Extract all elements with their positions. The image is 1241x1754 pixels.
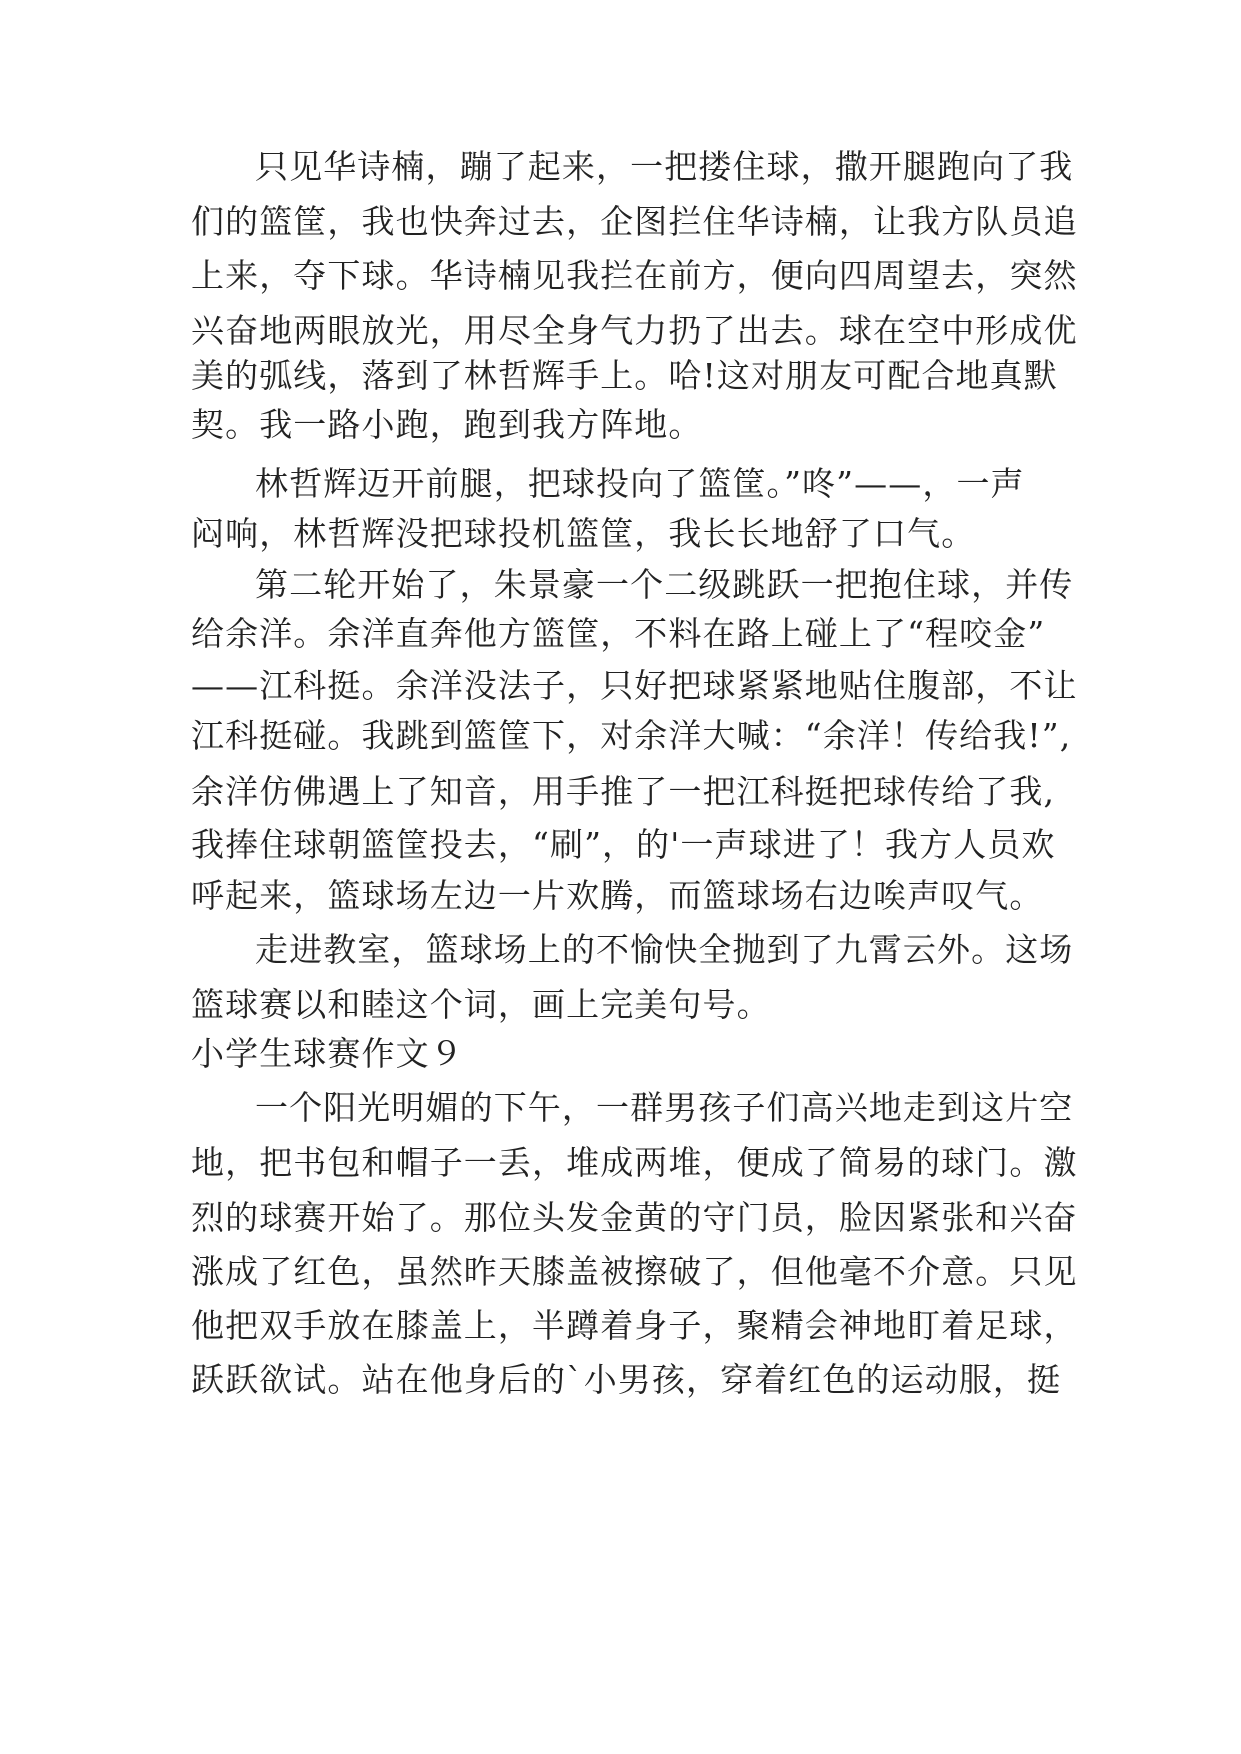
paragraph-line: 跃跃欲试。站在他身后的`小男孩，穿着红色的运动服，挺 [191, 1360, 1062, 1399]
paragraph-line: 美的弧线，落到了林哲辉手上。哈!这对朋友可配合地真默 [191, 356, 1058, 395]
paragraph-line: 江科挺碰。我跳到篮筐下，对余洋大喊：“余洋！传给我!”, [191, 716, 1072, 755]
paragraph-line: 只见华诗楠，蹦了起来，一把搂住球，撒开腿跑向了我 [255, 147, 1074, 186]
paragraph-line: 上来，夺下球。华诗楠见我拦在前方，便向四周望去，突然 [191, 256, 1078, 295]
paragraph-line: 林哲辉迈开前腿，把球投向了篮筐。”咚”——，一声 [255, 464, 1025, 503]
paragraph-line: 们的篮筐，我也快奔过去，企图拦住华诗楠，让我方队员追 [191, 202, 1078, 241]
paragraph-line: ——江科挺。余洋没法子，只好把球紧紧地贴住腹部，不让 [191, 666, 1078, 705]
paragraph-line: 涨成了红色，虽然昨天膝盖被擦破了，但他毫不介意。只见 [191, 1252, 1078, 1291]
paragraph-line: 一个阳光明媚的下午，一群男孩子们高兴地走到这片空 [255, 1088, 1074, 1127]
paragraph-line: 地，把书包和帽子一丢，堆成两堆，便成了简易的球门。激 [191, 1143, 1078, 1182]
paragraph-line: 烈的球赛开始了。那位头发金黄的守门员，脸因紧张和兴奋 [191, 1198, 1078, 1237]
paragraph-line: 篮球赛以和睦这个词，画上完美句号。 [191, 985, 771, 1024]
paragraph-line: 余洋仿佛遇上了知音，用手推了一把江科挺把球传给了我, [191, 772, 1056, 811]
paragraph-line: 兴奋地两眼放光，用尽全身气力扔了出去。球在空中形成优 [191, 311, 1078, 350]
paragraph-line: 契。我一路小跑，跑到我方阵地。 [191, 405, 703, 444]
section-heading: 小学生球赛作文９ [191, 1034, 464, 1073]
paragraph-line: 呼起来，篮球场左边一片欢腾，而篮球场右边唉声叹气。 [191, 876, 1044, 915]
paragraph-line: 他把双手放在膝盖上，半蹲着身子，聚精会神地盯着足球， [191, 1306, 1078, 1345]
paragraph-line: 我捧住球朝篮筐投去，“刷”，的'一声球进了！我方人员欢 [191, 825, 1056, 864]
paragraph-line: 第二轮开始了，朱景豪一个二级跳跃一把抱住球，并传 [255, 565, 1074, 604]
paragraph-line: 闷响，林哲辉没把球投机篮筐，我长长地舒了口气。 [191, 514, 976, 553]
paragraph-line: 给余洋。余洋直奔他方篮筐，不料在路上碰上了“程咬金” [191, 614, 1046, 653]
paragraph-line: 走进教室，篮球场上的不愉快全抛到了九霄云外。这场 [255, 930, 1074, 969]
